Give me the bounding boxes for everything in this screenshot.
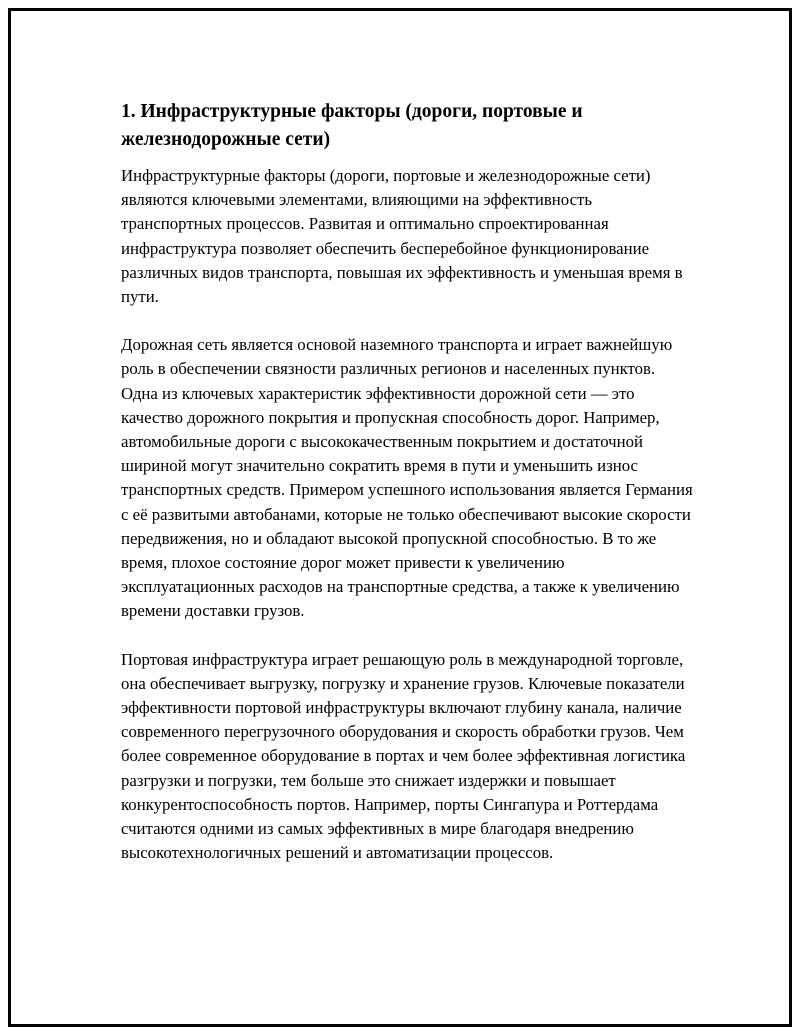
section-heading: 1. Инфраструктурные факторы (дороги, портовые и железнодорожные сети) (121, 101, 583, 150)
page-border (8, 8, 792, 1027)
paragraph-port-infrastructure: Портовая инфраструктура играет решающую роль в международной торговле, она обеспечивает выгрузку, погрузку и хранение грузов. Ключевые показатели эффективности портовой инфраструктуры включают глубину канала, наличие современного перегрузочного оборудования и скорость обработки грузов. Чем более современное оборудование в портах и чем более эффективная логистика разгрузки и погрузки, тем больше это снижает издержки и повышает конкурентоспособность портов. Например, порты Сингапура и Роттердама считаются одними из самых эффективных в мире благодаря внедрению высокотехнологичных решений и автоматизации процессов. (121, 649, 686, 863)
paragraph-infrastructure-intro: Инфраструктурные факторы (дороги, портовые и железнодорожные сети) являются ключевыми элементами, влияющими на эффективность транспортных процессов. Развитая и оптимально спроектированная инфраструктура позволяет обеспечить бесперебойное функционирование различных видов транспорта, повышая их эффективность и уменьшая время в пути. (121, 166, 683, 307)
document-body (121, 98, 693, 889)
paragraph-road-network: Дорожная сеть является основой наземного транспорта и играет важнейшую роль в обеспечении связности различных регионов и населенных пунктов. Одна из ключевых характеристик эффективности дорожной сети — это качество дорожного покрытия и пропускная способность дорог. Например, автомобильные дороги с высококачественным покрытием и достаточной шириной могут значительно сократить время в пути и уменьшить износ транспортных средств. Примером успешного использования является Германия с её развитыми автобанами, которые не только обеспечивают высокие скорости передвижения, но и обладают высокой пропускной способностью. В то же время, плохое состояние дорог может привести к увеличению эксплуатационных расходов на транспортные средства, а также к увеличению времени доставки грузов. (121, 335, 693, 621)
